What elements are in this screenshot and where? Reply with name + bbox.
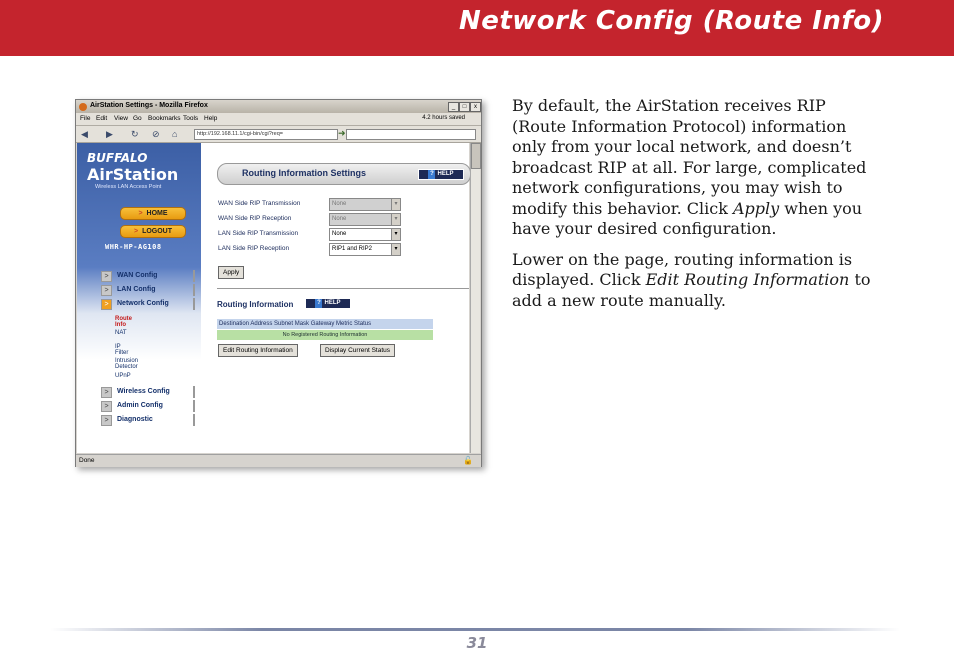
menu-help: Help: [204, 115, 218, 122]
airstation-logo: AirStation: [87, 165, 179, 184]
window-title: AirStation Settings - Mozilla Firefox: [90, 102, 208, 109]
select-lan-rip-rx: RIP1 and RIP2 ▾: [329, 243, 401, 256]
address-bar: http://192.168.11.1/cgi-bin/cgi?req=: [194, 129, 338, 140]
submenu-ip-filter: IP Filter: [115, 344, 129, 356]
logout-button: > LOGOUT: [120, 225, 186, 238]
settings-main: [217, 143, 469, 453]
menu-item-wireless: > Wireless Config: [101, 386, 195, 398]
select-wan-rip-rx: None ▾: [329, 213, 401, 226]
buffalo-logo: BUFFALO: [87, 151, 148, 165]
help-button: ? HELP: [418, 169, 464, 180]
routing-info-title: Routing Information: [217, 300, 294, 309]
menu-view: View: [114, 115, 128, 122]
page-title: Network Config (Route Info): [458, 6, 884, 36]
status-bar: Done 🔓: [76, 454, 481, 467]
display-status-button: Display Current Status: [320, 344, 395, 357]
menu-item-diagnostic: > Diagnostic: [101, 414, 195, 426]
menu-tools: Tools: [183, 115, 199, 122]
scrollbar: [470, 143, 480, 453]
divider: [217, 288, 469, 289]
submenu-nat: NAT: [115, 330, 127, 336]
select-lan-rip-tx: None ▾: [329, 228, 401, 241]
help-button-2: ? HELP: [305, 298, 351, 309]
close-icon: x: [470, 102, 481, 112]
menu-bookmarks: Bookmarks: [148, 115, 181, 122]
router-sidebar: [77, 143, 201, 453]
home-icon: ⌂: [172, 129, 178, 139]
body-text: [512, 96, 884, 321]
lock-icon: 🔓: [463, 456, 473, 465]
browser-window-screenshot: [75, 99, 482, 467]
field-lan-rip-rx: LAN Side RIP Reception RIP1 and RIP2 ▾: [217, 242, 402, 256]
field-lan-rip-tx: LAN Side RIP Transmission None ▾: [217, 227, 402, 241]
paragraph-1: By default, the AirStation receives RIP (Route Information Protocol) information only from your local network, and doesn’t broadcast RIP at all. For large, complicated network configurations, you may wish to modify this behavior. Click Apply when you have your desired configuration.: [512, 96, 867, 238]
reload-icon: ↻: [131, 129, 139, 139]
page-number: 31: [466, 634, 488, 652]
submenu-upnp: UPnP: [115, 373, 131, 379]
go-icon: ➜: [338, 128, 346, 138]
paragraph-2: Lower on the page, routing information is displayed. Click Edit Routing Information to add a new route manually.: [512, 249, 871, 310]
stop-icon: ⊘: [152, 129, 160, 139]
window-titlebar: [76, 100, 481, 113]
routing-table-empty-row: No Registered Routing Information: [217, 330, 433, 340]
field-wan-rip-tx: WAN Side RIP Transmission None ▾: [217, 197, 402, 211]
firefox-logo-icon: [79, 103, 87, 111]
footer-rule: [50, 628, 900, 631]
menu-item-lan: > LAN Config: [101, 284, 195, 296]
menubar: [76, 113, 481, 126]
page-content: [77, 143, 469, 453]
field-wan-rip-rx: WAN Side RIP Reception None ▾: [217, 212, 402, 226]
saved-status: 4.2 hours saved: [422, 115, 465, 121]
menu-file: File: [80, 115, 91, 122]
product-subtitle: Wireless LAN Access Point: [95, 184, 162, 190]
model-name: WHR-HP-AG108: [105, 243, 162, 251]
submenu-intrusion: Intrusion Detector: [115, 358, 139, 370]
home-button: > HOME: [120, 207, 186, 220]
menu-item-admin: > Admin Config: [101, 400, 195, 412]
search-box: [346, 129, 476, 140]
menu-edit: Edit: [96, 115, 108, 122]
back-icon: ◀: [81, 129, 88, 139]
routing-table-header: Destination Address Subnet Mask Gateway Metric Status: [217, 319, 433, 329]
maximize-icon: □: [459, 102, 470, 112]
select-wan-rip-tx: None ▾: [329, 198, 401, 211]
menu-go: Go: [133, 115, 142, 122]
nav-toolbar: [76, 126, 481, 143]
menu-item-network: > Network Config: [101, 298, 195, 310]
forward-icon: ▶: [106, 129, 113, 139]
section-title-bar: Routing Information Settings ? HELP: [217, 163, 471, 185]
submenu-route-info: Route Info: [115, 316, 132, 328]
menu-item-wan: > WAN Config: [101, 270, 195, 282]
edit-routing-button: Edit Routing Information: [218, 344, 298, 357]
apply-button: Apply: [218, 266, 244, 279]
minimize-icon: _: [448, 102, 459, 112]
